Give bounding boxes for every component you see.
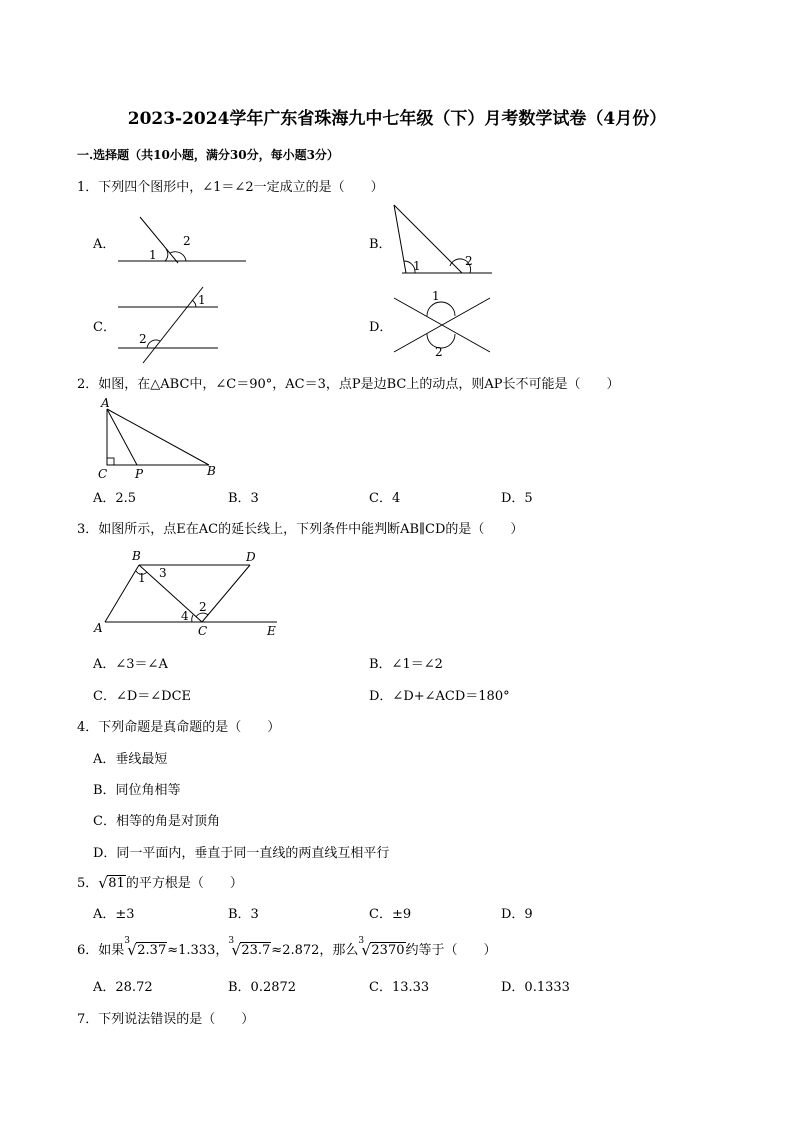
q1-figure-a (118, 215, 248, 270)
q6-value-1: ≈1.333， (167, 943, 229, 958)
q5-radicand: 81 (108, 876, 125, 891)
q6-stem (77, 936, 497, 959)
q4-option-c: C．相等的角是对顶角 (93, 814, 220, 829)
radical-sign-icon: √ (127, 941, 137, 959)
q4-option-d: D．同一平面内，垂直于同一直线的两直线互相平行 (93, 846, 390, 861)
q1-stem: 1．下列四个图形中，∠1＝∠2一定成立的是（ ） (77, 180, 384, 195)
radical-sign-icon: √ (231, 941, 241, 959)
q3-option-c: C．∠D＝∠DCE (93, 689, 192, 704)
q4-stem: 4．下列命题是真命题的是（ ） (77, 720, 281, 735)
q1d-label-1: 1 (432, 289, 440, 303)
q1-option-c: C． (93, 320, 116, 335)
q5-sqrt (98, 876, 126, 891)
q6-root-2 (228, 936, 271, 959)
q2-label-p: P (135, 467, 144, 481)
q4-option-a: A．垂线最短 (93, 752, 168, 767)
q6-root-3 (358, 936, 405, 959)
q3-label-d: D (246, 550, 256, 564)
q1-option-d: D． (369, 320, 393, 335)
radical-sign-icon: √ (361, 941, 371, 959)
q3-label-c: C (198, 624, 208, 638)
q1a-label-2: 2 (183, 234, 191, 248)
q5-prefix: 5． (77, 876, 99, 891)
q2-label-c: C (98, 467, 108, 481)
q6-prefix: 6．如果 (77, 943, 125, 958)
q3-label-1: 1 (138, 571, 146, 585)
q1c-label-2: 2 (139, 332, 147, 346)
q6-radicand-2: 23.7 (241, 943, 271, 958)
q2-option-c: C．4 (369, 491, 401, 506)
q2-label-b: B (207, 464, 216, 478)
page-title: 2023-2024学年广东省珠海九中七年级（下）月考数学试卷（4月份） (127, 109, 667, 129)
q2-label-a: A (101, 396, 110, 410)
q3-label-a: A (94, 621, 103, 635)
q6-tail: 约等于（ ） (405, 943, 497, 958)
q3-figure (92, 547, 287, 642)
q6-root-1 (124, 936, 167, 959)
q1d-label-2: 2 (435, 345, 443, 359)
q3-label-e: E (267, 624, 276, 638)
q6-root-index-2: 3 (228, 936, 235, 946)
q7-stem: 7．下列说法错误的是（ ） (77, 1012, 255, 1027)
q5-option-c: C．±9 (369, 907, 412, 922)
q3-option-b: B．∠1＝∠2 (369, 657, 443, 672)
q6-option-d: D．0.1333 (501, 980, 570, 995)
q1-figure-b (392, 203, 497, 278)
q1a-label-1: 1 (149, 248, 157, 262)
q6-radicand-1: 2.37 (137, 943, 167, 958)
q6-root-index-1: 3 (124, 936, 131, 946)
q4-option-b: B．同位角相等 (93, 783, 181, 798)
q2-option-d: D．5 (501, 491, 533, 506)
q6-option-c: C．13.33 (369, 980, 430, 995)
q1-option-b: B． (369, 237, 392, 252)
q5-stem (77, 872, 243, 891)
radical-sign-icon: √ (98, 874, 108, 892)
q6-radicand-3: 2370 (371, 943, 405, 958)
q6-option-b: B．0.2872 (228, 980, 297, 995)
q3-option-a: A．∠3＝∠A (93, 657, 168, 672)
q1-option-a: A． (93, 237, 116, 252)
q5-option-d: D．9 (501, 907, 533, 922)
q1b-label-2: 2 (465, 254, 473, 268)
q3-option-d: D．∠D+∠ACD＝180° (369, 689, 510, 704)
q5-stem-after: 的平方根是（ ） (125, 876, 243, 891)
q1-figure-c (118, 285, 223, 365)
q6-option-a: A．28.72 (93, 980, 153, 995)
q3-label-4: 4 (181, 609, 189, 623)
q2-stem: 2．如图，在△ABC中，∠C＝90°，AC＝3，点P是边BC上的动点，则AP长不可能是（ ） (77, 377, 620, 392)
q2-option-b: B．3 (228, 491, 259, 506)
q1c-label-1: 1 (198, 293, 206, 307)
q6-value-2: ≈2.872，那么 (271, 943, 359, 958)
q2-figure (96, 397, 226, 482)
q2-option-a: A．2.5 (93, 491, 137, 506)
q3-label-2: 2 (199, 600, 207, 614)
q3-label-3: 3 (159, 566, 167, 580)
q5-option-a: A．±3 (93, 907, 135, 922)
q1-figure-d (392, 290, 492, 360)
q5-option-b: B．3 (228, 907, 259, 922)
q1b-label-1: 1 (413, 259, 421, 273)
q3-label-b: B (132, 549, 141, 563)
q3-stem: 3．如图所示，点E在AC的延长线上，下列条件中能判断AB∥CD的是（ ） (77, 522, 524, 537)
section-heading: 一.选择题（共10小题，满分30分，每小题3分） (77, 148, 339, 162)
q6-root-index-3: 3 (358, 936, 365, 946)
